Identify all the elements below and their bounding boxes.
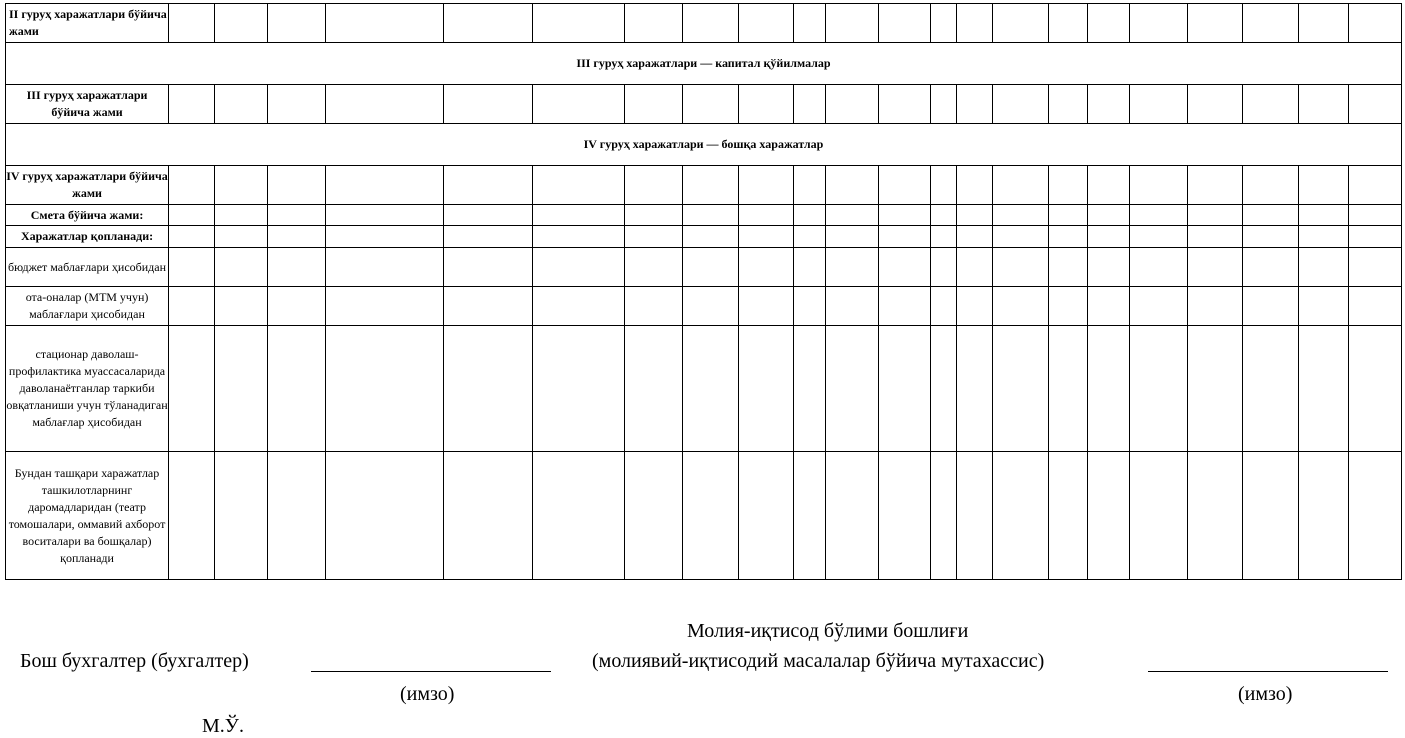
table-cell bbox=[1187, 326, 1242, 452]
table-cell bbox=[1129, 205, 1187, 226]
table-cell bbox=[739, 85, 794, 124]
table-cell bbox=[992, 452, 1048, 580]
table-cell bbox=[683, 287, 739, 326]
table-cell bbox=[739, 166, 794, 205]
table-cell bbox=[794, 452, 826, 580]
table-cell bbox=[992, 166, 1048, 205]
table-cell bbox=[826, 205, 879, 226]
table-cell bbox=[879, 4, 931, 43]
table-cell bbox=[1242, 287, 1298, 326]
table-cell bbox=[683, 326, 739, 452]
table-row bbox=[6, 205, 1402, 226]
table-row bbox=[6, 287, 1402, 326]
table-cell bbox=[739, 205, 794, 226]
table-cell bbox=[739, 4, 794, 43]
table-cell bbox=[1348, 4, 1401, 43]
table-row bbox=[6, 226, 1402, 248]
table-row bbox=[6, 43, 1402, 85]
row-label: стационар даволаш-профилактика муассасаларида даволанаётганлар таркиби овқатланиши учун тўланадиган маблағлар ҳисобидан bbox=[6, 326, 169, 452]
table-cell bbox=[931, 226, 957, 248]
table-cell bbox=[683, 166, 739, 205]
table-row bbox=[6, 85, 1402, 124]
table-cell bbox=[325, 85, 443, 124]
table-cell bbox=[1299, 85, 1349, 124]
table-cell bbox=[532, 452, 624, 580]
table-cell bbox=[625, 452, 683, 580]
table-cell bbox=[826, 4, 879, 43]
table-row bbox=[6, 248, 1402, 287]
table-cell bbox=[444, 287, 532, 326]
table-cell bbox=[1348, 85, 1401, 124]
table-cell bbox=[1242, 452, 1298, 580]
table-cell bbox=[267, 166, 325, 205]
table-cell bbox=[169, 248, 215, 287]
table-cell bbox=[1048, 452, 1087, 580]
table-cell bbox=[214, 226, 267, 248]
table-cell bbox=[214, 166, 267, 205]
table-cell bbox=[1048, 85, 1087, 124]
row-label: IV гуруҳ харажатлари бўйича жами bbox=[6, 166, 169, 205]
finance-head-signature-line bbox=[1148, 671, 1388, 672]
finance-head-label: Молия-иқтисод бўлими бошлиғи bbox=[687, 620, 969, 642]
table-cell bbox=[683, 226, 739, 248]
table-cell bbox=[1348, 287, 1401, 326]
table-cell bbox=[444, 452, 532, 580]
table-cell bbox=[1088, 226, 1130, 248]
table-cell bbox=[931, 326, 957, 452]
table-cell bbox=[214, 452, 267, 580]
table-row bbox=[6, 124, 1402, 166]
table-cell bbox=[532, 85, 624, 124]
table-cell bbox=[683, 85, 739, 124]
table-cell bbox=[214, 248, 267, 287]
table-cell bbox=[325, 248, 443, 287]
table-cell bbox=[1048, 326, 1087, 452]
table-cell bbox=[683, 4, 739, 43]
table-cell bbox=[325, 452, 443, 580]
table-cell bbox=[1348, 452, 1401, 580]
table-cell bbox=[739, 326, 794, 452]
table-cell bbox=[957, 248, 992, 287]
table-cell bbox=[739, 452, 794, 580]
table-cell bbox=[267, 287, 325, 326]
table-cell bbox=[1187, 248, 1242, 287]
table-cell bbox=[1187, 205, 1242, 226]
table-cell bbox=[532, 4, 624, 43]
table-cell bbox=[794, 85, 826, 124]
table-cell bbox=[1299, 452, 1349, 580]
table-cell bbox=[879, 205, 931, 226]
table-cell bbox=[169, 4, 215, 43]
table-cell bbox=[1088, 205, 1130, 226]
row-label: II гуруҳ харажатлари бўйича жами bbox=[6, 4, 169, 43]
table-cell bbox=[444, 166, 532, 205]
table-cell bbox=[1088, 85, 1130, 124]
table-cell bbox=[1187, 85, 1242, 124]
stamp-place-label: М.Ў. bbox=[202, 715, 244, 737]
table-cell bbox=[1187, 287, 1242, 326]
table-cell bbox=[532, 326, 624, 452]
table-cell bbox=[1348, 326, 1401, 452]
table-cell bbox=[1187, 452, 1242, 580]
table-cell bbox=[214, 326, 267, 452]
table-cell bbox=[879, 287, 931, 326]
table-cell bbox=[1088, 452, 1130, 580]
estimate-table bbox=[5, 3, 1402, 580]
chief-accountant-label: Бош бухгалтер (бухгалтер) bbox=[20, 650, 249, 672]
table-cell bbox=[1088, 4, 1130, 43]
table-cell bbox=[794, 4, 826, 43]
signature-hint-2: (имзо) bbox=[1238, 683, 1293, 705]
table-cell bbox=[444, 4, 532, 43]
table-cell bbox=[1129, 326, 1187, 452]
table-cell bbox=[1242, 248, 1298, 287]
table-cell bbox=[739, 287, 794, 326]
table-cell bbox=[214, 205, 267, 226]
table-cell bbox=[957, 287, 992, 326]
table-cell bbox=[1048, 166, 1087, 205]
section-header: III гуруҳ харажатлари — капитал қўйилмалар bbox=[6, 43, 1402, 85]
table-cell bbox=[826, 326, 879, 452]
table-cell bbox=[325, 205, 443, 226]
table-cell bbox=[1299, 248, 1349, 287]
row-label: ота-оналар (МТМ учун) маблағлари ҳисобидан bbox=[6, 287, 169, 326]
table-cell bbox=[957, 166, 992, 205]
table-cell bbox=[879, 85, 931, 124]
table-cell bbox=[1129, 452, 1187, 580]
table-cell bbox=[683, 205, 739, 226]
row-label: Харажатлар қопланади: bbox=[6, 226, 169, 248]
table-cell bbox=[1129, 287, 1187, 326]
table-cell bbox=[1048, 287, 1087, 326]
table-cell bbox=[794, 326, 826, 452]
table-cell bbox=[1129, 248, 1187, 287]
table-cell bbox=[992, 287, 1048, 326]
table-cell bbox=[826, 452, 879, 580]
table-cell bbox=[625, 226, 683, 248]
table-cell bbox=[794, 205, 826, 226]
table-cell bbox=[1129, 4, 1187, 43]
table-cell bbox=[1088, 287, 1130, 326]
table-cell bbox=[1299, 166, 1349, 205]
table-cell bbox=[931, 248, 957, 287]
table-cell bbox=[532, 226, 624, 248]
table-cell bbox=[1242, 4, 1298, 43]
table-cell bbox=[826, 248, 879, 287]
table-cell bbox=[931, 287, 957, 326]
table-cell bbox=[931, 85, 957, 124]
table-cell bbox=[992, 85, 1048, 124]
table-cell bbox=[1348, 166, 1401, 205]
table-cell bbox=[267, 205, 325, 226]
table-cell bbox=[957, 85, 992, 124]
table-cell bbox=[879, 248, 931, 287]
table-cell bbox=[169, 166, 215, 205]
table-cell bbox=[214, 85, 267, 124]
row-label: Смета бўйича жами: bbox=[6, 205, 169, 226]
table-cell bbox=[325, 287, 443, 326]
table-cell bbox=[532, 166, 624, 205]
table-cell bbox=[1129, 166, 1187, 205]
table-cell bbox=[325, 166, 443, 205]
table-cell bbox=[739, 226, 794, 248]
table-cell bbox=[1242, 85, 1298, 124]
table-cell bbox=[625, 205, 683, 226]
table-cell bbox=[267, 248, 325, 287]
table-cell bbox=[957, 4, 992, 43]
table-cell bbox=[1299, 226, 1349, 248]
table-cell bbox=[794, 287, 826, 326]
table-cell bbox=[879, 226, 931, 248]
table-cell bbox=[169, 85, 215, 124]
table-cell bbox=[169, 452, 215, 580]
table-cell bbox=[169, 326, 215, 452]
table-cell bbox=[826, 226, 879, 248]
table-cell bbox=[957, 452, 992, 580]
table-cell bbox=[325, 326, 443, 452]
table-row bbox=[6, 326, 1402, 452]
table-cell bbox=[1348, 205, 1401, 226]
table-cell bbox=[957, 205, 992, 226]
row-label: III гуруҳ харажатлари бўйича жами bbox=[6, 85, 169, 124]
section-header: IV гуруҳ харажатлари — бошқа харажатлар bbox=[6, 124, 1402, 166]
table-cell bbox=[532, 205, 624, 226]
table-cell bbox=[444, 226, 532, 248]
table-cell bbox=[1048, 226, 1087, 248]
table-cell bbox=[1088, 248, 1130, 287]
row-label: бюджет маблағлари ҳисобидан bbox=[6, 248, 169, 287]
table-cell bbox=[325, 4, 443, 43]
table-cell bbox=[1299, 326, 1349, 452]
table-cell bbox=[1348, 248, 1401, 287]
table-cell bbox=[1088, 166, 1130, 205]
table-cell bbox=[532, 287, 624, 326]
table-cell bbox=[267, 85, 325, 124]
table-cell bbox=[1187, 226, 1242, 248]
table-cell bbox=[214, 4, 267, 43]
table-cell bbox=[267, 326, 325, 452]
table-cell bbox=[1242, 205, 1298, 226]
table-cell bbox=[214, 287, 267, 326]
table-cell bbox=[625, 326, 683, 452]
table-cell bbox=[931, 4, 957, 43]
table-cell bbox=[625, 85, 683, 124]
table-cell bbox=[826, 287, 879, 326]
table-cell bbox=[444, 85, 532, 124]
table-cell bbox=[879, 326, 931, 452]
table-cell bbox=[957, 226, 992, 248]
table-cell bbox=[879, 166, 931, 205]
table-cell bbox=[444, 248, 532, 287]
table-cell bbox=[625, 166, 683, 205]
table-cell bbox=[267, 226, 325, 248]
table-cell bbox=[1187, 166, 1242, 205]
table-row bbox=[6, 166, 1402, 205]
table-cell bbox=[1242, 226, 1298, 248]
chief-accountant-signature-line bbox=[311, 671, 551, 672]
table-cell bbox=[992, 326, 1048, 452]
table-cell bbox=[794, 226, 826, 248]
table-cell bbox=[931, 205, 957, 226]
table-cell bbox=[826, 85, 879, 124]
row-label: Бундан ташқари харажатлар ташкилотларнинг даромадларидан (театр томошалари, оммавий ахборот воситалари ва бошқалар) қопланади bbox=[6, 452, 169, 580]
table-cell bbox=[625, 248, 683, 287]
table-cell bbox=[957, 326, 992, 452]
table-row bbox=[6, 4, 1402, 43]
table-cell bbox=[1299, 287, 1349, 326]
table-cell bbox=[169, 226, 215, 248]
table-cell bbox=[532, 248, 624, 287]
table-cell bbox=[1048, 248, 1087, 287]
table-cell bbox=[325, 226, 443, 248]
table-cell bbox=[879, 452, 931, 580]
table-cell bbox=[992, 226, 1048, 248]
table-cell bbox=[1299, 205, 1349, 226]
table-cell bbox=[739, 248, 794, 287]
table-cell bbox=[625, 287, 683, 326]
table-cell bbox=[1048, 4, 1087, 43]
table-cell bbox=[794, 166, 826, 205]
table-cell bbox=[267, 452, 325, 580]
table-cell bbox=[625, 4, 683, 43]
table-cell bbox=[1129, 85, 1187, 124]
table-cell bbox=[992, 4, 1048, 43]
table-cell bbox=[931, 166, 957, 205]
table-cell bbox=[1088, 326, 1130, 452]
table-row bbox=[6, 452, 1402, 580]
table-cell bbox=[826, 166, 879, 205]
table-cell bbox=[444, 326, 532, 452]
finance-specialist-label: (молиявий-иқтисодий масалалар бўйича мутахассис) bbox=[592, 650, 1045, 672]
table-cell bbox=[1348, 226, 1401, 248]
table-cell bbox=[444, 205, 532, 226]
table-cell bbox=[267, 4, 325, 43]
table-cell bbox=[1242, 166, 1298, 205]
table-cell bbox=[1129, 226, 1187, 248]
table-cell bbox=[1187, 4, 1242, 43]
table-cell bbox=[1048, 205, 1087, 226]
table-cell bbox=[992, 205, 1048, 226]
table-cell bbox=[683, 452, 739, 580]
signature-hint-1: (имзо) bbox=[400, 683, 455, 705]
table-cell bbox=[169, 205, 215, 226]
table-cell bbox=[683, 248, 739, 287]
table-cell bbox=[1299, 4, 1349, 43]
table-cell bbox=[992, 248, 1048, 287]
table-cell bbox=[931, 452, 957, 580]
table-cell bbox=[1242, 326, 1298, 452]
table-cell bbox=[169, 287, 215, 326]
table-cell bbox=[794, 248, 826, 287]
